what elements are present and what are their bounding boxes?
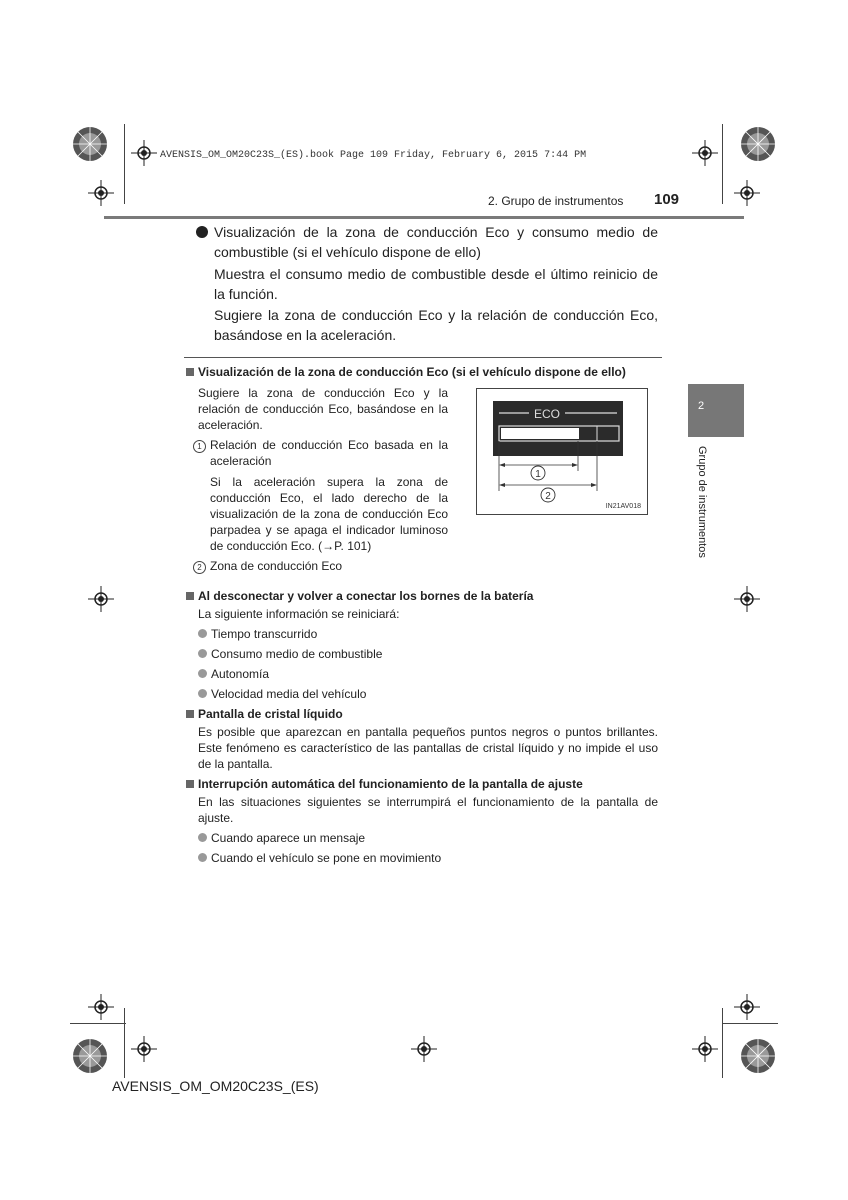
- crop-line: [124, 1008, 125, 1078]
- crop-line: [722, 1008, 723, 1078]
- square-bullet-icon: [186, 710, 194, 718]
- header-divider: [104, 216, 744, 219]
- list-item: Cuando aparece un mensaje: [198, 830, 365, 846]
- crop-line: [124, 124, 125, 204]
- figure-callout-1-text: 1: [535, 469, 541, 480]
- crop-line: [70, 1023, 126, 1024]
- arrowhead: [572, 463, 578, 467]
- intro-paragraph-1: Muestra el consumo medio de combustible desde el último reinicio de la función.: [214, 266, 658, 302]
- eco-item-2: Zona de conducción Eco: [210, 559, 343, 573]
- eco-zone-figure: [476, 388, 648, 515]
- eco-display-illustration: [477, 389, 647, 514]
- bullet-dot-icon: [198, 853, 207, 862]
- crosshair-mark-9: [131, 1036, 157, 1062]
- crosshair-mark-5: [88, 586, 114, 612]
- registration-mark-bottom-right: [738, 1036, 778, 1076]
- eco-item-1-detail: Si la aceleración supera la zona de conducción Eco, el lado derecho de la visualización de la zona de conducción Eco parpadea y se apaga el indicador luminoso de conducción Eco. (→P. 101): [210, 475, 448, 553]
- list-item: Consumo medio de combustible: [198, 646, 382, 662]
- crosshair-mark-7: [88, 994, 114, 1020]
- crosshair-mark-1: [131, 140, 157, 166]
- list-item: Velocidad media del vehículo: [198, 686, 366, 702]
- chapter-tab: [688, 384, 744, 437]
- crop-line: [722, 124, 723, 204]
- eco-item-1: Relación de conducción Eco basada en la aceleración: [210, 438, 448, 468]
- intro-paragraph-2: Sugiere la zona de conducción Eco y la relación de conducción Eco, basándose en la aceleración.: [214, 307, 658, 343]
- square-bullet-icon: [186, 780, 194, 788]
- print-info: AVENSIS_OM_OM20C23S_(ES).book Page 109 Friday, February 6, 2015 7:44 PM: [160, 150, 587, 161]
- registration-mark-top-right: [738, 124, 778, 164]
- lcd-heading: Pantalla de cristal líquido: [186, 706, 666, 722]
- list-item: Cuando el vehículo se pone en movimiento: [198, 850, 441, 866]
- crosshair-mark-4: [734, 180, 760, 206]
- bullet-dot-icon: [198, 649, 207, 658]
- eco-zone-description: Sugiere la zona de conducción Eco y la relación de conducción Eco, basándose en la aceleración.: [198, 386, 448, 432]
- intro-title: Visualización de la zona de conducción Eco y consumo medio de combustible (si el vehículo dispone de ello): [214, 224, 658, 260]
- square-bullet-icon: [186, 368, 194, 376]
- list-item: Tiempo transcurrido: [198, 626, 317, 642]
- crosshair-mark-6: [734, 586, 760, 612]
- arrowhead: [591, 483, 597, 487]
- bullet-dot-icon: [198, 689, 207, 698]
- section-title: 2. Grupo de instrumentos: [488, 194, 624, 208]
- registration-mark-bottom-left: [70, 1036, 110, 1076]
- crosshair-mark-11: [692, 1036, 718, 1062]
- chapter-tab-number: 2: [698, 400, 705, 412]
- registration-mark-top-left: [70, 124, 110, 164]
- interrupt-heading: Interrupción automática del funcionamiento de la pantalla de ajuste: [186, 776, 666, 792]
- arrowhead: [499, 463, 505, 467]
- callout-number-1: 1: [193, 440, 206, 453]
- bullet-dot-icon: [198, 669, 207, 678]
- callout-number-2: 2: [193, 561, 206, 574]
- eco-display-label: ECO: [533, 407, 561, 421]
- page-number: 109: [654, 191, 680, 208]
- bullet-icon: [196, 226, 208, 238]
- section-divider: [184, 357, 662, 358]
- eco-ratio-bar: [501, 428, 579, 439]
- crop-line: [722, 1023, 778, 1024]
- eco-zone-heading: Visualización de la zona de conducción Eco (si el vehículo dispone de ello): [186, 364, 666, 380]
- crosshair-mark-2: [692, 140, 718, 166]
- figure-callout-2-text: 2: [545, 491, 551, 502]
- lcd-text: Es posible que aparezcan en pantalla pequeños puntos negros o puntos brillantes. Este fenómeno es característico de las pantallas de cristal líquido y no impide el uso de la pantalla.: [198, 725, 658, 771]
- figure-code: IN21AV018: [605, 503, 641, 510]
- crosshair-mark-8: [734, 994, 760, 1020]
- chapter-tab-label: Grupo de instrumentos: [696, 446, 708, 558]
- list-item: Autonomía: [198, 666, 269, 682]
- arrowhead: [499, 483, 505, 487]
- interrupt-text: En las situaciones siguientes se interrumpirá el funcionamiento de la pantalla de ajuste.: [198, 795, 658, 825]
- crosshair-mark-10: [411, 1036, 437, 1062]
- square-bullet-icon: [186, 592, 194, 600]
- bullet-dot-icon: [198, 833, 207, 842]
- battery-intro: La siguiente información se reiniciará:: [198, 607, 400, 621]
- battery-heading: Al desconectar y volver a conectar los bornes de la batería: [186, 588, 666, 604]
- bullet-dot-icon: [198, 629, 207, 638]
- footer-doc-code: AVENSIS_OM_OM20C23S_(ES): [112, 1078, 319, 1094]
- crosshair-mark-3: [88, 180, 114, 206]
